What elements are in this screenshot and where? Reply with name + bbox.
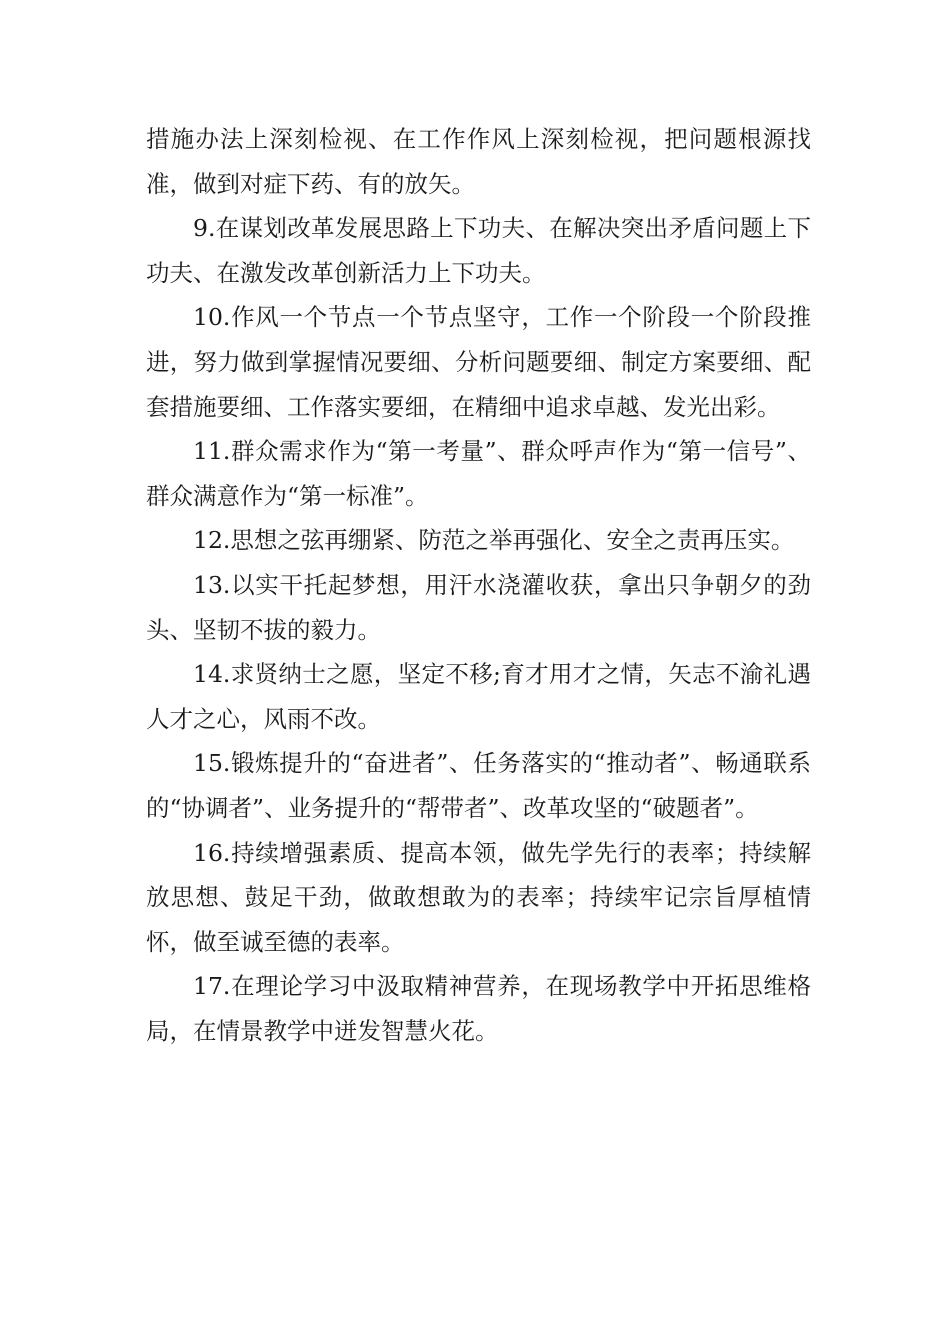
paragraph-item-11: 11.群众需求作为“第一考量”、群众呼声作为“第一信号”、群众满意作为“第一标准”。 <box>146 437 811 510</box>
document-body <box>146 117 811 1053</box>
paragraph-item-14: 14.求贤纳士之愿，坚定不移;育才用才之情，矢志不渝礼遇人才之心，风雨不改。 <box>146 660 811 733</box>
paragraph-item-12: 12.思想之弦再绷紧、防范之举再强化、安全之责再压实。 <box>193 526 795 555</box>
paragraph-item-13: 13.以实干托起梦想，用汗水浇灌收获，拿出只争朝夕的劲头、坚韧不拔的毅力。 <box>146 570 811 644</box>
paragraph-item-16: 16.持续增强素质、提高本领，做先学先行的表率；持续解放思想、鼓足干劲，做敢想敢为的表率；持续牢记宗旨厚植情怀，做至诚至德的表率。 <box>146 838 811 956</box>
paragraph-item-15: 15.锻炼提升的“奋进者”、任务落实的“推动者”、畅通联系的“协调者”、业务提升的“帮带者”、改革攻坚的“破题者”。 <box>146 749 811 822</box>
paragraph-item-10: 10.作风一个节点一个节点坚守，工作一个阶段一个阶段推进，努力做到掌握情况要细、分析问题要细、制定方案要细、配套措施要细、工作落实要细，在精细中追求卓越、发光出彩。 <box>146 303 811 421</box>
paragraph-item-17: 17.在理论学习中汲取精神营养，在现场教学中开拓思维格局，在情景教学中迸发智慧火花。 <box>146 972 811 1045</box>
paragraph-item-9: 9.在谋划改革发展思路上下功夫、在解决突出矛盾问题上下功夫、在激发改革创新活力上下功夫。 <box>146 214 811 287</box>
paragraph-continuation: 措施办法上深刻检视、在工作作风上深刻检视，把问题根源找准，做到对症下药、有的放矢。 <box>146 125 811 198</box>
